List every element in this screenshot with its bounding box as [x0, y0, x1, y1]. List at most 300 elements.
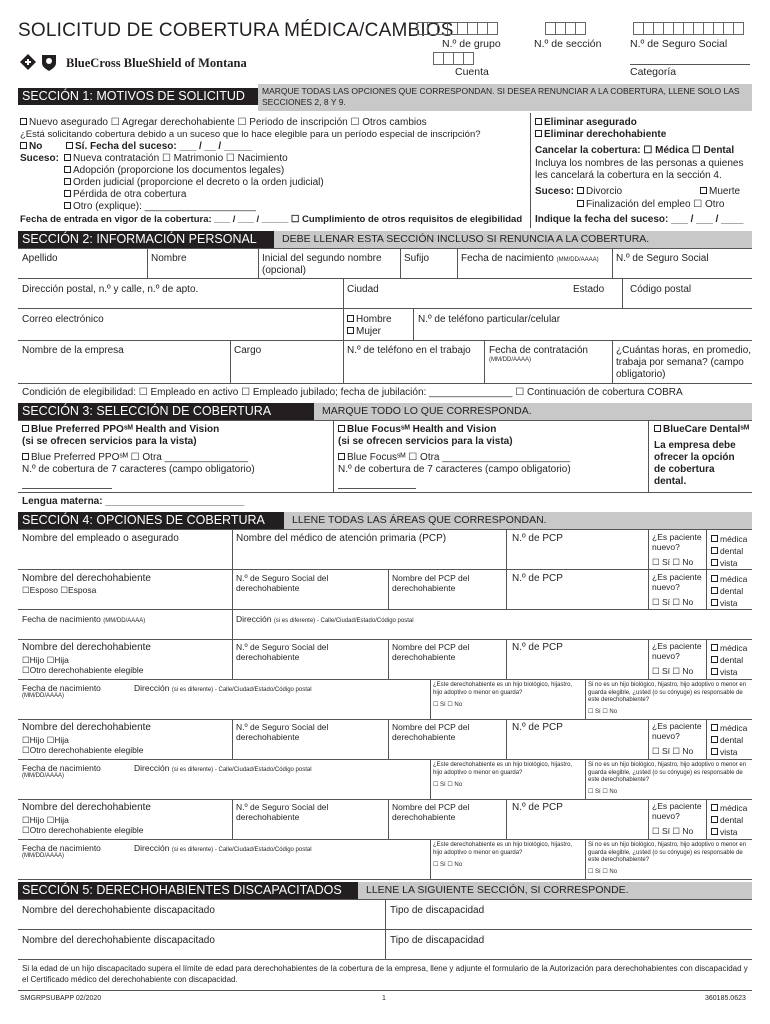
- rule: [585, 839, 586, 879]
- rule: [232, 799, 233, 839]
- cancel-coverage[interactable]: Cancelar la cobertura: ☐ Médica ☐ Dental: [535, 145, 735, 156]
- child-ssn-label: N.º de Seguro Social del derechohabiente: [236, 802, 329, 822]
- special-enrollment-question: ¿Está solicitando cobertura debido a un suceso que lo hace elegible para un período especial de inscripción?: [20, 129, 481, 140]
- option-no-label: No: [29, 141, 43, 152]
- include-note-1: Incluya los nombres de las personas a quienes: [535, 158, 744, 169]
- child-address-label: Dirección: [134, 763, 170, 773]
- ssn-label: N.º de Seguro Social: [630, 38, 728, 50]
- checkbox-icon[interactable]: [535, 118, 542, 125]
- responsible-yesno[interactable]: ☐ Sí ☐ No: [588, 789, 618, 795]
- checkbox-icon[interactable]: [577, 187, 584, 194]
- section-2-note: DEBE LLENAR ESTA SECCIÓN INCLUSO SI RENUNCIA A LA COBERTURA.: [274, 231, 752, 248]
- child-medical-label: médica: [720, 723, 748, 733]
- bio-child-question: ¿Este derechohabiente es un hijo biológico, hijastro, hijo adoptivo o menor en guarda?: [433, 682, 573, 696]
- child-options[interactable]: ☐Hijo ☐Hija: [22, 655, 69, 665]
- cov-vision[interactable]: [711, 558, 737, 568]
- rule: [648, 420, 649, 492]
- child-vision[interactable]: [711, 827, 737, 837]
- spouse-dob-label: Fecha de nacimiento: [22, 614, 101, 624]
- rule: [232, 609, 233, 639]
- category-line[interactable]: [630, 64, 750, 65]
- middle-initial-label: Inicial del segundo nombre (opcional): [262, 253, 382, 276]
- spouse-address-label: Dirección: [236, 614, 272, 624]
- gender-female-label: Mujer: [356, 326, 382, 337]
- focus-vision-note: (si se ofrecen servicios para la vista): [338, 436, 513, 447]
- group-no-label: N.º de grupo: [442, 38, 501, 50]
- ppo-other-label: Blue Preferred PPOˢᴹ ☐ Otra _______________: [31, 452, 249, 463]
- checkbox-icon[interactable]: [64, 202, 71, 209]
- child-address-label: Dirección: [134, 843, 170, 853]
- child-yesno[interactable]: ☐ Sí ☐ No: [652, 746, 694, 756]
- rule: [706, 719, 707, 759]
- dental-option[interactable]: [654, 424, 749, 436]
- pcp-name-label: Nombre del médico de atención primaria (PCP): [236, 533, 447, 544]
- gender-male[interactable]: [347, 314, 392, 326]
- child-dental-label: dental: [720, 735, 744, 745]
- spouse-name-label: Nombre del derechohabiente: [22, 573, 151, 584]
- section-1-header: SECCIÓN 1: MOTIVOS DE SOLICITUD: [18, 88, 258, 105]
- section-4-note: LLENE TODAS LAS ÁREAS QUE CORRESPONDAN.: [284, 512, 752, 529]
- rule: [18, 990, 752, 991]
- rule: [18, 340, 752, 341]
- event-label: Suceso:: [20, 153, 59, 164]
- child-pcp-no: N.º de PCP: [512, 802, 563, 813]
- phone-label: N.º de teléfono particular/celular: [418, 314, 561, 325]
- child-dob-format: (MM/DD/AAAA): [22, 853, 64, 859]
- checkbox-icon[interactable]: [66, 142, 73, 149]
- language-field[interactable]: Lengua materna: _________________________: [22, 496, 245, 507]
- work-phone-label: N.º de teléfono en el trabajo: [347, 345, 471, 356]
- rule: [18, 248, 752, 249]
- focus-option[interactable]: [338, 424, 496, 436]
- remove-dependent[interactable]: [535, 129, 666, 141]
- checkbox-icon[interactable]: [347, 327, 354, 334]
- child-dob-label: Fecha de nacimiento: [22, 843, 101, 853]
- rule: [18, 420, 752, 421]
- checkbox-icon[interactable]: [64, 154, 71, 161]
- cov-vision-label: vista: [720, 558, 738, 568]
- disability-footnote: Si la edad de un hijo discapacitado supera el límite de edad para derechohabientes de la cobertura de la empresa, llene y adjunte el formulario de la Autorización para derechohabientes con discapacidad y el Certificado médico del derechohabiente con discapacidad.: [22, 964, 748, 984]
- spouse-new-patient: ¿Es paciente nuevo?: [652, 572, 702, 592]
- bio-child-question: ¿Este derechohabiente es un hijo biológico, hijastro, hijo adoptivo o menor en guarda?: [433, 842, 573, 856]
- child-dental[interactable]: [711, 815, 743, 825]
- child-name-label: Nombre del derechohabiente: [22, 722, 151, 733]
- rule: [706, 569, 707, 609]
- employer-label: Nombre de la empresa: [22, 345, 124, 356]
- rule: [706, 799, 707, 839]
- ssn-boxes[interactable]: [633, 22, 743, 35]
- spouse-vision[interactable]: [711, 598, 737, 608]
- event-label-2: Suceso:: [535, 186, 574, 197]
- rule: [232, 639, 233, 679]
- rule: [506, 639, 507, 679]
- responsible-question: Si no es un hijo biológico, hijastro, hijo adoptivo o menor en guarda elegible, ¿usted (o su cónyuge) es responsable de este derechohabiente?: [588, 762, 747, 783]
- form-number: SMGRPSUBAPP 02/2020: [20, 995, 102, 1002]
- child-pcp-label: Nombre del PCP del derechohabiente: [392, 722, 470, 742]
- spouse-pcp-label: Nombre del PCP del derechohabiente: [392, 573, 470, 593]
- child-yesno[interactable]: ☐ Sí ☐ No: [652, 826, 694, 836]
- bio-child-yesno[interactable]: ☐ Sí ☐ No: [433, 862, 463, 868]
- focus-other[interactable]: [338, 452, 570, 464]
- rule: [400, 248, 401, 278]
- dob-text: Fecha de nacimiento: [461, 253, 554, 264]
- rule: [706, 639, 707, 679]
- rule: [343, 278, 344, 308]
- rule: [388, 719, 389, 759]
- other-dependent-option[interactable]: ☐Otro derechohabiente elegible: [22, 665, 144, 675]
- focus-other-label: Blue Focusˢᴹ ☐ Otra _______________________: [347, 452, 571, 463]
- rule: [333, 420, 334, 492]
- rule: [585, 759, 586, 799]
- event-death-label: Muerte: [709, 186, 741, 197]
- event-court-order[interactable]: [64, 177, 324, 189]
- checkbox-icon[interactable]: [711, 828, 718, 835]
- checkbox-icon[interactable]: [338, 425, 345, 432]
- account-label: Cuenta: [455, 66, 489, 78]
- section-no-boxes[interactable]: [545, 22, 585, 35]
- spouse-dob-format: (MM/DD/AAAA): [103, 618, 146, 624]
- spouse-address-note: (si es diferente) - Calle/Ciudad/Estado/Código postal: [273, 618, 414, 624]
- group-no-boxes[interactable]: [417, 22, 497, 35]
- rule: [388, 799, 389, 839]
- child-new-patient: ¿Es paciente nuevo?: [652, 801, 702, 821]
- section-5-header: SECCIÓN 5: DERECHOHABIENTES DISCAPACITADOS: [18, 882, 358, 899]
- checkbox-icon[interactable]: [711, 724, 718, 731]
- checkbox-icon[interactable]: [700, 187, 707, 194]
- event-other-label: Otro (explique): ____________________: [73, 201, 256, 212]
- rule: [18, 799, 752, 800]
- state-label: Estado: [573, 284, 605, 295]
- checkbox-icon[interactable]: [711, 804, 718, 811]
- child-dob-label: Fecha de nacimiento: [22, 683, 101, 693]
- pcp-no-label: N.º de PCP: [512, 533, 563, 544]
- form-code: 360185.0623: [705, 995, 746, 1002]
- child-medical[interactable]: [711, 803, 747, 813]
- bio-child-yesno[interactable]: ☐ Sí ☐ No: [433, 702, 463, 708]
- child-medical-label: médica: [720, 643, 748, 653]
- include-note-2: les cancelará la cobertura en la sección 4.: [535, 170, 722, 181]
- other-dependent-option[interactable]: ☐Otro derechohabiente elegible: [22, 825, 144, 835]
- rule: [18, 529, 752, 530]
- checkbox-icon[interactable]: [711, 736, 718, 743]
- checkbox-icon[interactable]: [535, 130, 542, 137]
- divider: [530, 113, 531, 228]
- rule: [648, 569, 649, 609]
- checkbox-icon[interactable]: [22, 453, 29, 460]
- child-dental-label: dental: [720, 815, 744, 825]
- rule: [648, 639, 649, 679]
- rule: [343, 308, 344, 340]
- account-boxes[interactable]: [433, 52, 473, 65]
- gender-male-label: Hombre: [356, 314, 392, 325]
- zip-label: Código postal: [630, 284, 692, 295]
- option-yes-date[interactable]: [66, 141, 252, 153]
- checkbox-icon[interactable]: [711, 575, 718, 582]
- event-other[interactable]: [64, 201, 256, 213]
- address-label: Dirección postal, n.º y calle, n.º de apto.: [22, 284, 199, 295]
- checkbox-icon[interactable]: [64, 166, 71, 173]
- rule: [18, 569, 752, 570]
- spouse-ssn-label: N.º de Seguro Social del derechohabiente: [236, 573, 329, 593]
- event-date[interactable]: Indique la fecha del suceso: ___ / ___ / ____: [535, 214, 744, 225]
- rule: [258, 248, 259, 278]
- event-end-employment-label: Finalización del empleo ☐ Otro: [586, 199, 725, 210]
- child-vision-label: vista: [720, 747, 738, 757]
- rule: [506, 569, 507, 609]
- child-new-patient: ¿Es paciente nuevo?: [652, 721, 702, 741]
- ppo-other[interactable]: [22, 452, 248, 464]
- disabled-name-label-2: Nombre del derechohabiente discapacitado: [22, 935, 215, 946]
- rule: [232, 569, 233, 609]
- disability-type-label-1: Tipo de discapacidad: [390, 905, 485, 916]
- event-loss-label: Pérdida de otra cobertura: [73, 189, 187, 200]
- rule: [430, 679, 431, 719]
- rule: [343, 340, 344, 383]
- remove-insured[interactable]: [535, 117, 637, 129]
- position-label: Cargo: [234, 345, 262, 356]
- event-end-employment[interactable]: [577, 199, 724, 211]
- category-label: Categoría: [630, 66, 677, 78]
- rule: [147, 248, 148, 278]
- ssn-field-label: N.º de Seguro Social: [616, 253, 709, 264]
- child-ssn-label: N.º de Seguro Social del derechohabiente: [236, 722, 329, 742]
- checkbox-icon[interactable]: [711, 668, 718, 675]
- checkbox-icon[interactable]: [711, 535, 718, 542]
- child-dob-label: Fecha de nacimiento: [22, 763, 101, 773]
- page-number: 1: [382, 995, 386, 1002]
- child-address-label: Dirección: [134, 683, 170, 693]
- child-medical[interactable]: [711, 723, 747, 733]
- remove-insured-label: Eliminar asegurado: [544, 117, 637, 128]
- child-dob-format: (MM/DD/AAAA): [22, 773, 64, 779]
- rule: [506, 529, 507, 569]
- checkbox-icon[interactable]: [711, 559, 718, 566]
- dental-option-label: BlueCare Dentalˢᴹ: [663, 424, 750, 435]
- child-vision-label: vista: [720, 667, 738, 677]
- dob-label: [461, 253, 599, 265]
- rule: [706, 529, 707, 569]
- event-court-order-label: Orden judicial (proporcione el decreto o la orden judicial): [73, 177, 324, 188]
- focus-option-label: Blue Focusˢᴹ Health and Vision: [347, 424, 497, 435]
- rule: [18, 839, 752, 840]
- child-vision[interactable]: [711, 667, 737, 677]
- rule: [18, 639, 752, 640]
- child-dental[interactable]: [711, 735, 743, 745]
- cov-dental[interactable]: [711, 546, 743, 556]
- bcbs-logo-icon: [18, 52, 62, 77]
- event-divorce[interactable]: [577, 186, 622, 198]
- rule: [18, 759, 752, 760]
- new-patient-label: ¿Es paciente nuevo?: [652, 532, 702, 552]
- focus-coverage-no: N.º de cobertura de 7 caracteres (campo obligatorio): [338, 464, 571, 475]
- rule: [457, 248, 458, 278]
- section-no-label: N.º de sección: [534, 38, 602, 50]
- rule: [18, 879, 752, 880]
- rule: [18, 719, 752, 720]
- child-new-patient: ¿Es paciente nuevo?: [652, 641, 702, 661]
- rule: [648, 719, 649, 759]
- checkbox-icon[interactable]: [711, 748, 718, 755]
- responsible-question: Si no es un hijo biológico, hijastro, hijo adoptivo o menor en guarda elegible, ¿usted (o su cónyuge) es responsable de este derechohabiente?: [588, 842, 747, 863]
- spouse-medical[interactable]: [711, 574, 747, 584]
- rule: [18, 959, 752, 960]
- focus-coverage-line[interactable]: [338, 488, 416, 489]
- disability-type-label-2: Tipo de discapacidad: [390, 935, 485, 946]
- rule: [612, 248, 613, 278]
- bio-child-yesno[interactable]: ☐ Sí ☐ No: [433, 782, 463, 788]
- child-pcp-no: N.º de PCP: [512, 722, 563, 733]
- first-name-label: Nombre: [151, 253, 187, 264]
- checkbox-icon[interactable]: [711, 587, 718, 594]
- rule: [506, 719, 507, 759]
- child-address-note: (si es diferente) - Calle/Ciudad/Estado/Código postal: [171, 767, 312, 773]
- checkbox-icon[interactable]: [711, 599, 718, 606]
- hire-date-format: (MM/DD/AAAA): [489, 357, 531, 363]
- remove-dependent-label: Eliminar derechohabiente: [544, 129, 667, 140]
- child-name-label: Nombre del derechohabiente: [22, 642, 151, 653]
- spouse-vision-label: vista: [720, 598, 738, 608]
- child-dob-format: (MM/DD/AAAA): [22, 693, 64, 699]
- brand-name: BlueCross BlueShield of Montana: [66, 56, 247, 70]
- spouse-dental-label: dental: [720, 586, 744, 596]
- eligibility-status[interactable]: Condición de elegibilidad: ☐ Empleado en activo ☐ Empleado jubilado; fecha de jubilación: _______________ ☐ Continuación de cobertura COBRA: [22, 387, 683, 398]
- cov-medical[interactable]: [711, 534, 747, 544]
- spouse-dental[interactable]: [711, 586, 743, 596]
- ppo-vision-note: (si se ofrecen servicios para la vista): [22, 436, 197, 447]
- reason-options[interactable]: [20, 117, 427, 129]
- rule: [430, 839, 431, 879]
- checkbox-icon[interactable]: [711, 656, 718, 663]
- rule: [506, 799, 507, 839]
- section-4-header: SECCIÓN 4: OPCIONES DE COBERTURA: [18, 512, 284, 529]
- child-medical[interactable]: [711, 643, 747, 653]
- last-name-label: Apellido: [22, 253, 58, 264]
- event-death[interactable]: [700, 186, 740, 198]
- checkbox-icon[interactable]: [338, 453, 345, 460]
- disabled-name-label-1: Nombre del derechohabiente discapacitado: [22, 905, 215, 916]
- reason-options-text: Nuevo asegurado ☐ Agregar derechohabiente ☐ Periodo de inscripción ☐ Otros cambios: [29, 117, 427, 128]
- child-ssn-label: N.º de Seguro Social del derechohabiente: [236, 642, 329, 662]
- section-2-header: SECCIÓN 2: INFORMACIÓN PERSONAL: [18, 231, 274, 248]
- checkbox-icon[interactable]: [64, 178, 71, 185]
- checkbox-icon[interactable]: [577, 200, 584, 207]
- city-label: Ciudad: [347, 284, 379, 295]
- checkbox-icon[interactable]: [347, 315, 354, 322]
- checkbox-icon[interactable]: [22, 425, 29, 432]
- child-dental[interactable]: [711, 655, 743, 665]
- rule: [18, 308, 752, 309]
- responsible-question: Si no es un hijo biológico, hijastro, hijo adoptivo o menor en guarda elegible, ¿usted (o su cónyuge) es responsable de este derechohabiente?: [588, 682, 747, 703]
- ppo-coverage-no: N.º de cobertura de 7 caracteres (campo obligatorio): [22, 464, 255, 475]
- other-dependent-option[interactable]: ☐Otro derechohabiente elegible: [22, 745, 144, 755]
- rule: [585, 679, 586, 719]
- rule: [388, 639, 389, 679]
- child-address-note: (si es diferente) - Calle/Ciudad/Estado/Código postal: [171, 687, 312, 693]
- rule: [484, 340, 485, 383]
- checkbox-icon[interactable]: [20, 142, 27, 149]
- bio-child-question: ¿Este derechohabiente es un hijo biológico, hijastro, hijo adoptivo o menor en guarda?: [433, 762, 573, 776]
- child-vision-label: vista: [720, 827, 738, 837]
- child-vision[interactable]: [711, 747, 737, 757]
- checkbox-icon[interactable]: [654, 425, 661, 432]
- ppo-option-label: Blue Preferred PPOˢᴹ Health and Vision: [31, 424, 220, 435]
- page-title: SOLICITUD DE COBERTURA MÉDICA/CAMBIOS: [18, 20, 454, 41]
- rule: [18, 929, 752, 930]
- rule: [230, 340, 231, 383]
- child-medical-label: médica: [720, 803, 748, 813]
- event-new-hire[interactable]: [64, 153, 288, 165]
- child-options[interactable]: ☐Hijo ☐Hija: [22, 815, 69, 825]
- employee-name-label: Nombre del empleado o asegurado: [22, 533, 179, 544]
- effective-date[interactable]: Fecha de entrada en vigor de la cobertura: ___ / ___ / _____ ☐ Cumplimiento de otros requisitos de elegibilidad: [20, 214, 523, 225]
- section-3-header: SECCIÓN 3: SELECCIÓN DE COBERTURA: [18, 403, 314, 420]
- section-3-note: MARQUE TODO LO QUE CORRESPONDA.: [314, 403, 752, 420]
- rule: [612, 340, 613, 383]
- event-adoption-label: Adopción (proporcione los documentos legales): [73, 165, 285, 176]
- checkbox-icon[interactable]: [711, 816, 718, 823]
- spouse-pcp-no: N.º de PCP: [512, 573, 563, 584]
- responsible-yesno[interactable]: ☐ Sí ☐ No: [588, 709, 618, 715]
- spouse-options[interactable]: ☐Esposo ☐Esposa: [22, 585, 97, 595]
- rule: [18, 278, 752, 279]
- hire-date-label: Fecha de contratación: [489, 345, 588, 356]
- spouse-medical-label: médica: [720, 574, 748, 584]
- child-options[interactable]: ☐Hijo ☐Hija: [22, 735, 69, 745]
- checkbox-icon[interactable]: [711, 547, 718, 554]
- dob-format: (MM/DD/AAAA): [556, 257, 599, 263]
- rule: [622, 278, 623, 308]
- child-dental-label: dental: [720, 655, 744, 665]
- child-pcp-label: Nombre del PCP del derechohabiente: [392, 642, 470, 662]
- rule: [18, 679, 752, 680]
- child-address-note: (si es diferente) - Calle/Ciudad/Estado/Código postal: [171, 847, 312, 853]
- rule: [388, 569, 389, 609]
- event-divorce-label: Divorcio: [586, 186, 623, 197]
- event-new-hire-label: Nueva contratación ☐ Matrimonio ☐ Nacimiento: [73, 153, 288, 164]
- suffix-label: Sufijo: [404, 253, 430, 264]
- event-adoption[interactable]: [64, 165, 284, 177]
- checkbox-icon[interactable]: [711, 644, 718, 651]
- child-pcp-no: N.º de PCP: [512, 642, 563, 653]
- rule: [648, 799, 649, 839]
- rule: [232, 529, 233, 569]
- cov-dental-label: dental: [720, 546, 744, 556]
- section-1-note: MARQUE TODAS LAS OPCIONES QUE CORRESPONDAN. SI DESEA RENUNCIAR A LA COBERTURA, LLENE SOLO LAS SECCIONES 2, 8 Y 9.: [258, 84, 752, 111]
- child-yesno[interactable]: ☐ Sí ☐ No: [652, 666, 694, 676]
- child-name-label: Nombre del derechohabiente: [22, 802, 151, 813]
- gender-female[interactable]: [347, 326, 381, 338]
- option-yes-label: Sí. Fecha del suceso: ___ / __ / _____: [75, 141, 252, 152]
- rule: [18, 609, 752, 610]
- new-patient-yesno[interactable]: ☐ Sí ☐ No: [652, 557, 694, 567]
- responsible-yesno[interactable]: ☐ Sí ☐ No: [588, 869, 618, 875]
- child-pcp-label: Nombre del PCP del derechohabiente: [392, 802, 470, 822]
- rule: [430, 759, 431, 799]
- event-loss[interactable]: [64, 189, 186, 201]
- option-no[interactable]: [20, 141, 42, 153]
- cov-medical-label: médica: [720, 534, 748, 544]
- spouse-yesno[interactable]: ☐ Sí ☐ No: [652, 597, 694, 607]
- checkbox-icon[interactable]: [64, 190, 71, 197]
- rule: [18, 492, 752, 493]
- rule: [413, 308, 414, 340]
- dental-note: La empresa debe ofrecer la opción de cobertura dental.: [654, 440, 736, 487]
- email-label: Correo electrónico: [22, 314, 104, 325]
- hours-label: ¿Cuántas horas, en promedio, trabaja por semana? (campo obligatorio): [616, 345, 752, 380]
- checkbox-icon[interactable]: [20, 118, 27, 125]
- ppo-option[interactable]: [22, 424, 219, 436]
- ppo-coverage-line[interactable]: [22, 488, 112, 489]
